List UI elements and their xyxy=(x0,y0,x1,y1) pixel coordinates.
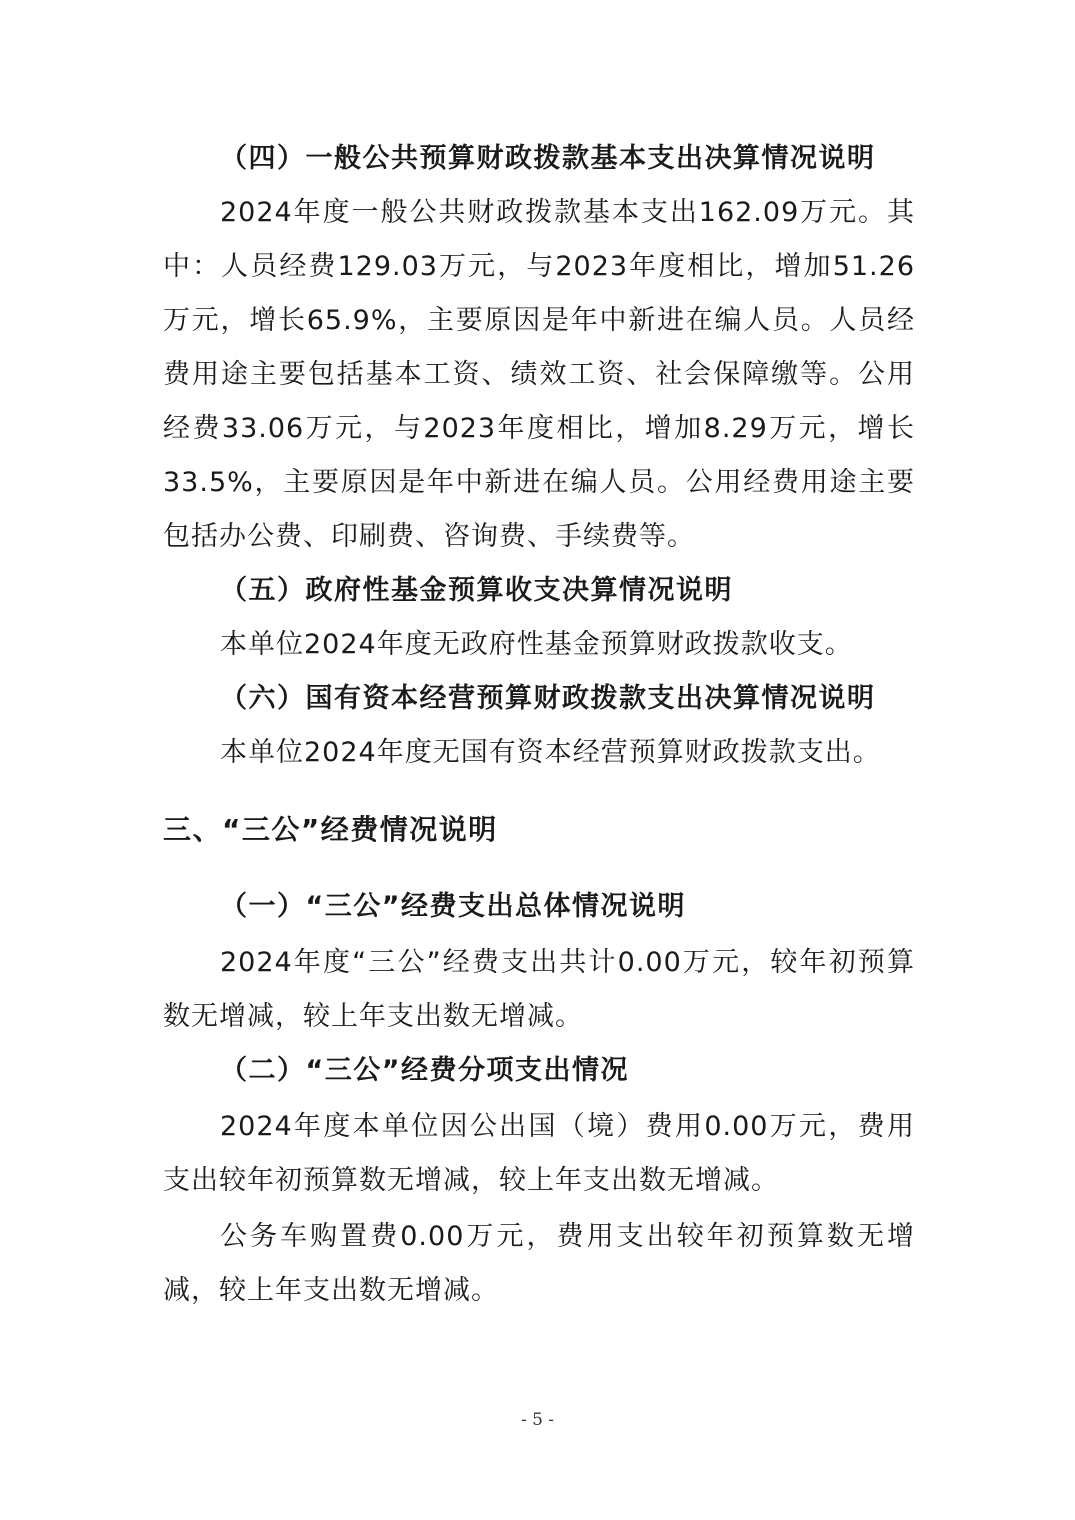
section-6-heading: （六）国有资本经营预算财政拨款支出决算情况说明 xyxy=(220,683,876,714)
section-4-body: 2024年度一般公共财政拨款基本支出162.09万元。其中：人员经费129.03万元，与2023年度相比，增加51.26万元，增长65.9%，主要原因是年中新进在编人员。人员经费用途主要包括基本工资、绩效工资、社会保障缴等。公用经费33.06万元，与2023年度相比，增加8.29万元，增长33.5%，主要原因是年中新进在编人员。公用经费用途主要包括办公费、印刷费、咨询费、手续费等。 xyxy=(163,197,915,552)
page-content xyxy=(163,132,915,1318)
sangong-overall-heading: （一）“三公”经费支出总体情况说明 xyxy=(220,891,686,922)
section-4-heading: （四）一般公共预算财政拨款基本支出决算情况说明 xyxy=(220,143,876,174)
page-number: - 5 - xyxy=(520,1410,555,1430)
section-6-body: 本单位2024年度无国有资本经营预算财政拨款支出。 xyxy=(220,737,881,768)
part-3-heading: 三、“三公”经费情况说明 xyxy=(163,813,498,846)
sangong-itemized-heading: （二）“三公”经费分项支出情况 xyxy=(220,1055,629,1086)
spacer xyxy=(163,780,915,802)
section-5-heading: （五）政府性基金预算收支决算情况说明 xyxy=(220,575,733,606)
spacer xyxy=(163,858,915,880)
sangong-itemized-body-1: 2024年度本单位因公出国（境）费用0.00万元，费用支出较年初预算数无增减，较上年支出数无增减。 xyxy=(163,1111,915,1196)
sangong-itemized-body-2: 公务车购置费0.00万元，费用支出较年初预算数无增减，较上年支出数无增减。 xyxy=(163,1221,915,1306)
section-5-body: 本单位2024年度无政府性基金预算财政拨款收支。 xyxy=(220,629,853,660)
sangong-overall-body: 2024年度“三公”经费支出共计0.00万元，较年初预算数无增减，较上年支出数无增减。 xyxy=(163,947,915,1032)
